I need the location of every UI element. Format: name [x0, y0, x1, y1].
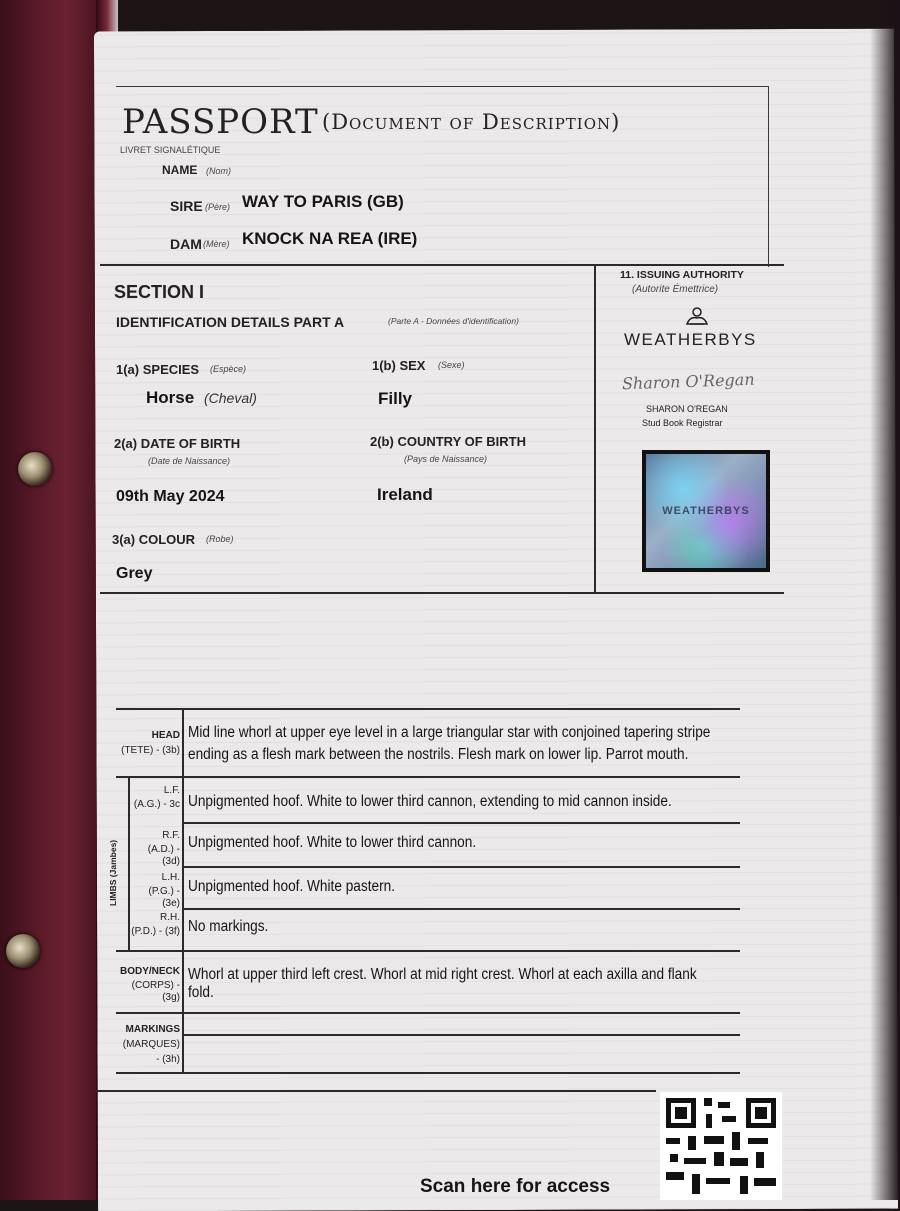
head-label: HEAD: [151, 730, 180, 741]
qr-code-icon[interactable]: [660, 1092, 782, 1200]
name-label-fr: (Nom): [206, 166, 231, 176]
rh-label: R.H.: [160, 912, 180, 923]
table-border: [182, 908, 740, 910]
sex-label-fr: (Sexe): [438, 360, 465, 370]
table-border: [116, 1072, 740, 1074]
divider: [100, 592, 784, 594]
rf-label: R.F.: [162, 830, 180, 841]
limbs-label: LIMBS (Jambes): [108, 839, 118, 906]
signer-title: Stud Book Registrar: [642, 418, 723, 428]
species-value: Horse: [146, 388, 195, 407]
section-subtitle-fr: (Parte A - Données d'identification): [388, 316, 519, 326]
lh-label: L.H.: [161, 872, 180, 883]
species-value-fr: (Cheval): [204, 390, 257, 406]
dob-value: 09th May 2024: [116, 488, 225, 505]
table-border: [182, 1034, 740, 1036]
body-label: BODY/NECK: [119, 966, 180, 977]
body-text-line1: Whorl at upper third left crest. Whorl at mid right crest. Whorl at each axilla and flank: [188, 966, 697, 983]
dam-label: DAM: [170, 236, 202, 252]
species-label: 1(a) SPECIES: [116, 362, 200, 377]
dam-value: KNOCK NA REA (IRE): [242, 229, 418, 248]
markings-label: MARKINGS: [125, 1024, 180, 1035]
signature: Sharon O'Regan: [621, 369, 755, 394]
name-label: NAME: [162, 163, 198, 177]
head-text-line1: Mid line whorl at upper eye level in a large triangular star with conjoined tapering stripe: [188, 724, 711, 741]
sire-label: SIRE: [170, 198, 203, 214]
table-border: [182, 866, 740, 868]
country-label-fr: (Pays de Naissance): [404, 454, 488, 464]
lh-text: Unpigmented hoof. White pastern.: [188, 878, 395, 895]
country-value: Ireland: [377, 485, 433, 504]
table-border: [116, 1012, 740, 1014]
rh-code: (P.D.) - (3f): [131, 926, 180, 937]
signer-name: SHARON O'REGAN: [646, 404, 728, 414]
lf-label: L.F.: [163, 785, 180, 796]
binder-rivet: [18, 452, 52, 486]
hologram-text: WEATHERBYS: [646, 454, 766, 568]
document-subtitle-fr: LIVRET SIGNALÉTIQUE: [120, 145, 221, 155]
section-title: SECTION I: [114, 282, 205, 302]
lf-text: Unpigmented hoof. White to lower third cannon, extending to mid cannon inside.: [188, 793, 672, 810]
dob-label: 2(a) DATE OF BIRTH: [114, 436, 241, 451]
table-border: [116, 950, 740, 952]
dam-label-fr: (Mère): [203, 239, 230, 249]
markings-label-fr: (MARQUES): [122, 1039, 180, 1050]
authority-org: WEATHERBYS: [624, 330, 757, 349]
weatherbys-crest-icon: [684, 306, 710, 326]
document-subtitle: (Document of Description): [322, 110, 621, 134]
document-title: PASSPORT: [122, 102, 319, 142]
body-code: (CORPS) - (3g): [131, 980, 180, 1003]
rf-code: (A.D.) - (3d): [147, 844, 180, 867]
table-border: [116, 708, 740, 710]
head-text-line2: ending as a flesh mark between the nostrils. Flesh mark on lower lip. Parrot mouth.: [188, 746, 689, 763]
authority-label: 11. ISSUING AUTHORITY: [620, 269, 744, 281]
body-text-line2: fold.: [188, 984, 214, 1001]
country-label: 2(b) COUNTRY OF BIRTH: [370, 434, 526, 449]
authority-label-fr: (Autorite Émettrice): [632, 284, 719, 295]
dob-label-fr: (Date de Naissance): [148, 456, 231, 466]
sire-label-fr: (Père): [205, 202, 231, 212]
head-code: (TETE) - (3b): [121, 745, 180, 756]
colour-label-fr: (Robe): [206, 534, 234, 544]
divider: [100, 264, 784, 266]
rh-text: No markings.: [188, 918, 269, 935]
section-subtitle: IDENTIFICATION DETAILS PART A: [116, 314, 345, 330]
colour-value: Grey: [116, 565, 153, 582]
table-border: [116, 776, 740, 778]
divider: [594, 265, 596, 593]
rf-text: Unpigmented hoof. White to lower third cannon.: [188, 834, 477, 851]
table-border: [182, 709, 184, 1073]
hologram-seal: [642, 450, 770, 572]
lh-code: (P.G.) - (3e): [148, 886, 180, 909]
scan-text: Scan here for access: [420, 1176, 611, 1197]
lf-code: (A.G.) - 3c: [133, 799, 180, 810]
sex-value: Filly: [378, 389, 413, 408]
page-shadow: [870, 0, 900, 1200]
footer-divider: [96, 1090, 656, 1092]
markings-code: - (3h): [156, 1054, 180, 1065]
table-border: [182, 822, 740, 824]
sex-label: 1(b) SEX: [372, 358, 426, 373]
colour-label: 3(a) COLOUR: [112, 532, 196, 547]
sire-value: WAY TO PARIS (GB): [242, 192, 404, 211]
binder-rivet: [6, 934, 40, 968]
species-label-fr: (Espèce): [210, 364, 247, 374]
